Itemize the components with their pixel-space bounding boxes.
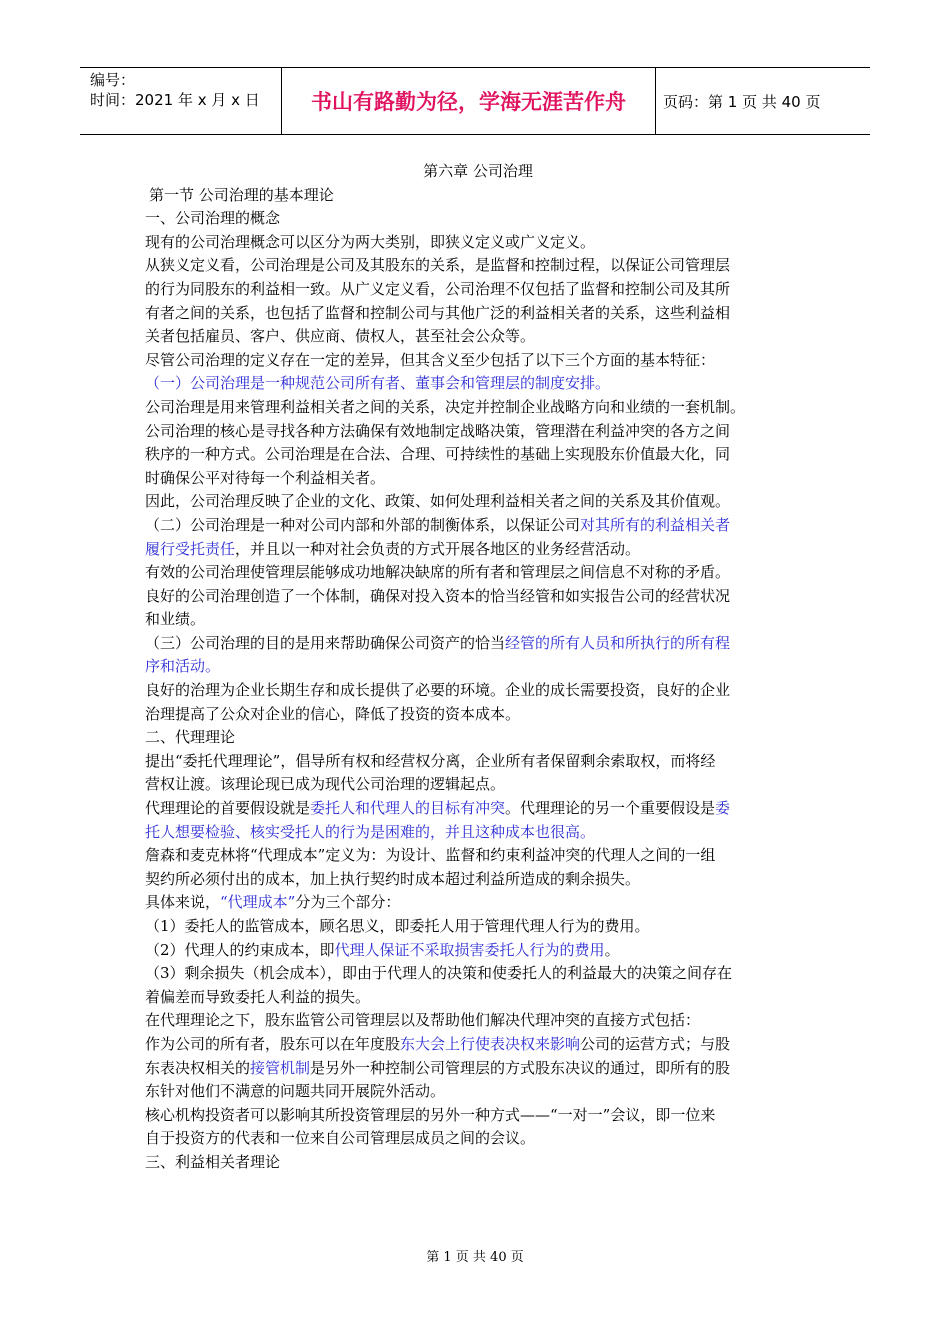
text-line	[145, 632, 811, 656]
text-line	[145, 703, 811, 727]
text-line	[145, 325, 811, 349]
text-segment: ，并且以一种对社会负责的方式开展各地区的业务经营活动。	[235, 539, 641, 558]
text-segment: 良好的公司治理创造了一个体制，确保对投入资本的恰当经管和如实报告公司的经营状况	[145, 586, 731, 605]
text-segment: 公司治理是用来管理利益相关者之间的关系，决定并控制企业战略方向和业绩的一套机制。	[145, 397, 746, 416]
text-line	[145, 1127, 811, 1151]
highlighted-text: 东大会上行使表决权来影响	[400, 1034, 581, 1053]
header-date: 时间：2021 年 x 月 x 日	[90, 91, 260, 109]
text-line	[145, 420, 811, 444]
text-line	[145, 844, 811, 868]
header-info	[80, 68, 282, 134]
text-line	[145, 1151, 811, 1175]
text-line	[145, 585, 811, 609]
text-segment: 。	[604, 940, 620, 959]
text-line	[145, 750, 811, 774]
text-segment: 。代理理论的另一个重要假设是	[505, 799, 716, 818]
page-header	[80, 67, 870, 135]
text-line	[145, 514, 811, 538]
text-segment: 一、公司治理的概念	[145, 209, 281, 228]
text-line	[145, 962, 811, 986]
text-segment: 因此，公司治理反映了企业的文化、政策、如何处理利益相关者之间的关系及其价值观。	[145, 492, 731, 511]
text-line	[145, 490, 811, 514]
text-segment: 詹森和麦克林将“代理成本”定义为：为设计、监督和约束利益冲突的代理人之间的一组	[145, 846, 716, 865]
text-line	[145, 726, 811, 750]
text-segment: 契约所必须付出的成本，加上执行契约时成本超过利益所造成的剩余损失。	[145, 869, 641, 888]
text-line	[145, 986, 811, 1010]
highlighted-text: （一）公司治理是一种规范公司所有者、董事会和管理层的制度安排。	[145, 374, 611, 393]
text-line	[145, 372, 811, 396]
text-segment: （2）代理人的约束成本，即	[145, 940, 335, 959]
text-segment: （1）委托人的监管成本，顾名思义，即委托人用于管理代理人行为的费用。	[145, 917, 650, 935]
text-line	[145, 561, 811, 585]
text-segment: 良好的治理为企业长期生存和成长提供了必要的环境。企业的成长需要投资，良好的企业	[145, 681, 731, 700]
highlighted-text: 代理人保证不采取损害委托人行为的费用	[334, 940, 605, 959]
text-line	[145, 797, 811, 821]
text-segment: 三、利益相关者理论	[145, 1152, 281, 1171]
text-segment: 是另外一种控制公司管理层的方式股东决议的通过，即所有的股	[310, 1058, 731, 1077]
text-segment: 营权让渡。该理论现已成为现代公司治理的逻辑起点。	[145, 775, 506, 794]
text-segment: 治理提高了公众对企业的信心，降低了投资的资本成本。	[145, 704, 521, 723]
text-segment: 的行为同股东的利益相一致。从广义定义看，公司治理不仅包括了监督和控制公司及其所	[145, 279, 731, 298]
highlighted-text: 履行受托责任	[145, 539, 236, 558]
text-line	[145, 278, 811, 302]
text-line	[145, 655, 811, 679]
text-segment: 分为三个部分：	[295, 893, 401, 912]
text-line	[145, 538, 811, 562]
text-segment: 现有的公司治理概念可以区分为两大类别，即狭义定义或广义定义。	[145, 232, 596, 251]
text-line	[145, 349, 811, 373]
serial-number: 编号：	[90, 71, 136, 89]
highlighted-text: 委托人和代理人的目标有冲突	[310, 799, 506, 818]
text-line	[145, 915, 811, 939]
text-segment: 着偏差而导致委托人利益的损失。	[145, 987, 371, 1006]
text-segment: 具体来说，	[145, 893, 221, 912]
text-line	[145, 608, 811, 632]
highlighted-text: 对其所有的利益相关者	[580, 515, 731, 534]
highlighted-text: 接管机制	[250, 1058, 311, 1077]
text-segment: 尽管公司治理的定义存在一定的差异，但其含义至少包括了以下三个方面的基本特征：	[145, 350, 716, 369]
header-motto: 书山有路勤为径，学海无涯苦作舟	[282, 68, 656, 134]
text-segment: 核心机构投资者可以影响其所投资管理层的另外一种方式——“一对一”会议，即一位来	[145, 1105, 716, 1124]
text-line	[145, 868, 811, 892]
text-line	[145, 1033, 811, 1057]
highlighted-text: “代理成本”	[220, 893, 296, 912]
text-segment: 有效的公司治理使管理层能够成功地解决缺席的所有者和管理层之间信息不对称的矛盾。	[145, 563, 731, 582]
text-line	[145, 396, 811, 420]
highlighted-text: 托人想要检验、核实受托人的行为是困难的，并且这种成本也很高。	[145, 822, 596, 841]
text-segment: 有者之间的关系，也包括了监督和控制公司与其他广泛的利益相关者的关系，这些利益相	[145, 303, 731, 322]
text-segment: 代理理论的首要假设就是	[145, 799, 311, 818]
text-segment: （3）剩余损失（机会成本），即由于代理人的决策和使委托人的利益最大的决策之间存在	[145, 964, 733, 983]
highlighted-text: 序和活动。	[145, 657, 221, 676]
text-segment: （二）公司治理是一种对公司内部和外部的制衡体系，以保证公司	[145, 515, 581, 534]
header-page-number: 页码：第 1 页 共 40 页	[663, 92, 821, 111]
text-segment: 东针对他们不满意的问题共同开展院外活动。	[145, 1082, 446, 1101]
text-line	[145, 773, 811, 797]
text-line	[145, 467, 811, 491]
text-line	[145, 1104, 811, 1128]
text-line	[145, 821, 811, 845]
text-segment: 自于投资方的代表和一位来自公司管理层成员之间的会议。	[145, 1129, 536, 1148]
text-segment: （三）公司治理的目的是用来帮助确保公司资产的恰当	[145, 633, 506, 652]
text-line	[145, 891, 811, 915]
text-line	[145, 443, 811, 467]
page-footer: 第 1 页 共 40 页	[426, 1250, 524, 1265]
text-segment: 关者包括雇员、客户、供应商、债权人，甚至社会公众等。	[145, 327, 536, 346]
text-segment: 在代理理论之下，股东监管公司管理层以及帮助他们解决代理冲突的直接方式包括：	[145, 1011, 701, 1030]
paragraph-lines	[145, 207, 811, 1174]
text-segment: 公司的运营方式；与股	[580, 1034, 731, 1053]
text-segment: 时确保公平对待每一个利益相关者。	[145, 468, 386, 487]
text-line	[145, 1080, 811, 1104]
highlighted-text: 经管的所有人员和所执行的所有程	[505, 633, 731, 652]
text-line	[145, 302, 811, 326]
section-title: 第一节 公司治理的基本理论	[149, 185, 334, 204]
text-segment: 秩序的一种方式。公司治理是在合法、合理、可持续性的基础上实现股东价值最大化，同	[145, 445, 731, 464]
chapter-title: 第六章 公司治理	[423, 162, 533, 180]
text-segment: 作为公司的所有者，股东可以在年度股	[145, 1034, 401, 1053]
text-line	[145, 679, 811, 703]
highlighted-text: 委	[715, 799, 731, 818]
text-line	[145, 207, 811, 231]
text-line	[145, 1009, 811, 1033]
document-body	[145, 160, 811, 1175]
text-segment: 二、代理理论	[145, 728, 236, 747]
text-line	[145, 254, 811, 278]
text-line	[145, 939, 811, 963]
text-segment: 公司治理的核心是寻找各种方法确保有效地制定战略决策，管理潜在利益冲突的各方之间	[145, 421, 731, 440]
text-segment: 东表决权相关的	[145, 1058, 251, 1077]
text-segment: 从狭义定义看，公司治理是公司及其股东的关系，是监督和控制过程，以保证公司管理层	[145, 256, 731, 275]
text-line	[145, 231, 811, 255]
text-line	[145, 1057, 811, 1081]
text-segment: 和业绩。	[145, 610, 206, 629]
text-segment: 提出“委托代理理论”，倡导所有权和经营权分离，企业所有者保留剩余索取权，而将经	[145, 751, 716, 770]
